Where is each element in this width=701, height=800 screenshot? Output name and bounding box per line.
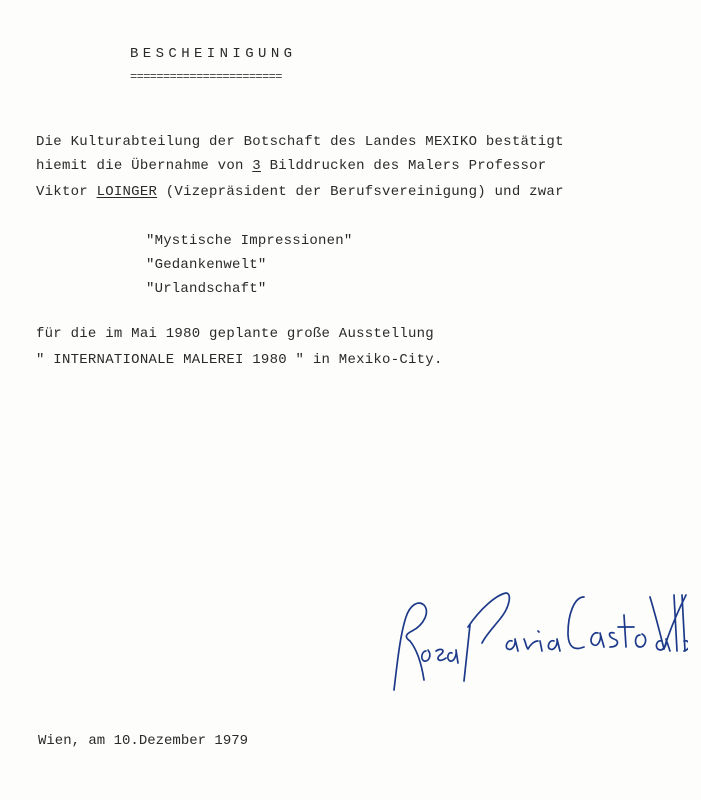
work-title: "Gedankenwelt" bbox=[146, 257, 267, 273]
document-title: BESCHEINIGUNG bbox=[130, 46, 297, 62]
signature-strokes bbox=[394, 593, 688, 690]
print-count: 3 bbox=[252, 158, 261, 174]
paragraph1-line1: Die Kulturabteilung der Botschaft des Landes MEXIKO bestätigt bbox=[36, 134, 564, 150]
painter-name: LOINGER bbox=[96, 184, 158, 200]
paragraph1-line2-after: Bilddrucken des Malers Professor bbox=[260, 158, 547, 174]
paragraph2-line1: für die im Mai 1980 geplante große Ausstellung bbox=[36, 326, 434, 342]
handwritten-signature bbox=[388, 555, 688, 705]
date-line: Wien, am 10.Dezember 1979 bbox=[38, 733, 249, 749]
paragraph2-line2: " INTERNATIONALE MALEREI 1980 " in Mexiko-City. bbox=[36, 352, 443, 368]
work-title: "Mystische Impressionen" bbox=[146, 233, 353, 249]
paragraph1-line3-before: Viktor bbox=[36, 184, 97, 200]
paragraph1-line2-before: hiemit die Übernahme von bbox=[36, 158, 253, 174]
paragraph1-line3-after: (Vizepräsident der Berufsvereinigung) und zwar bbox=[157, 184, 564, 200]
paragraph1-line2 bbox=[36, 158, 546, 174]
title-underline: ======================= bbox=[130, 70, 282, 84]
work-title: "Urlandschaft" bbox=[146, 281, 267, 297]
paragraph1-line3 bbox=[36, 184, 564, 200]
